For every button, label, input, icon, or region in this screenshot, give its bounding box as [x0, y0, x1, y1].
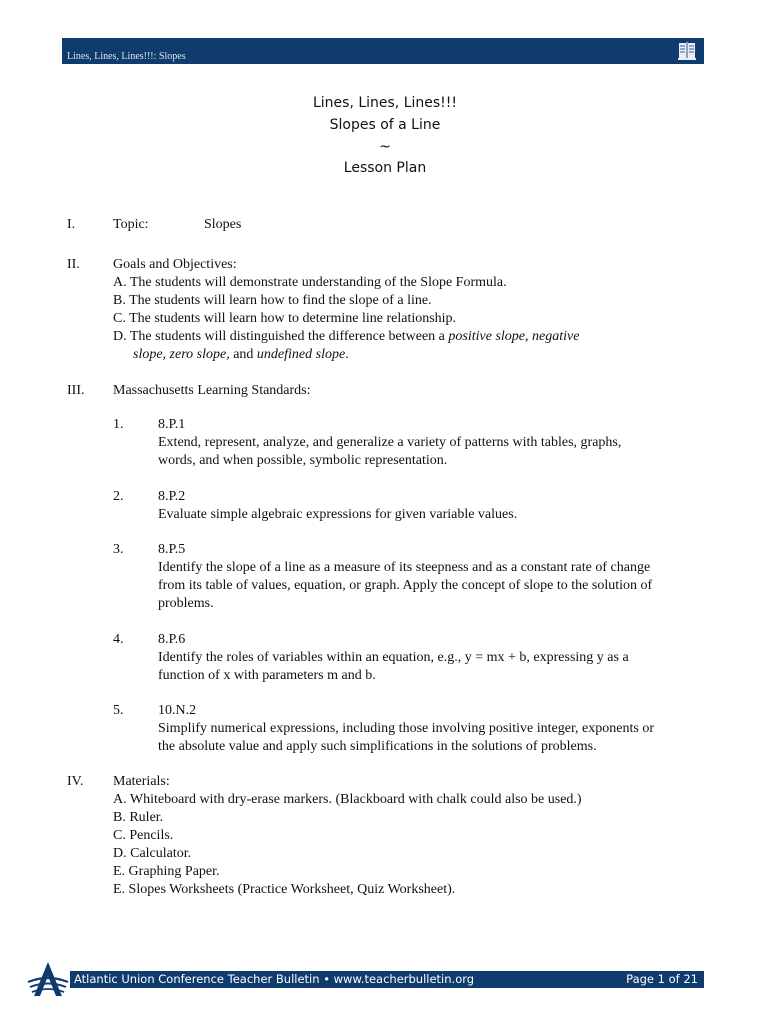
goal-d-slope-zero: slope, zero slope, [133, 347, 230, 362]
standard-code: 8.P.6 [158, 632, 186, 647]
standard-code: 8.P.2 [158, 489, 186, 504]
standard-text-line: Simplify numerical expressions, including those involving positive integer, exponents or [158, 721, 654, 736]
standard-number: 4. [113, 632, 124, 647]
materials-heading: Materials: [113, 774, 170, 789]
goal-d-positive-negative: positive slope, negative [448, 329, 580, 344]
page-number: Page 1 of 21 [626, 972, 698, 986]
section-numeral-4: IV. [67, 774, 84, 789]
goal-d-and: and [229, 347, 257, 362]
standards-heading: Massachusetts Learning Standards: [113, 383, 311, 398]
goal-d-period: . [345, 347, 349, 362]
section-numeral-2: II. [67, 257, 80, 272]
standard-code: 8.P.1 [158, 417, 186, 432]
material-item: D. Calculator. [113, 846, 192, 861]
topic-value: Slopes [204, 217, 242, 232]
standard-text-line: the absolute value and apply such simplifications in the solutions of problems. [158, 739, 597, 754]
title-line-1: Lines, Lines, Lines!!! [312, 95, 458, 111]
standard-number: 5. [113, 703, 124, 718]
goal-d-line-1 [113, 328, 579, 346]
goal-d-prefix: D. The students will distinguished the difference between a [113, 329, 449, 344]
standard-number: 1. [113, 417, 124, 432]
material-item: B. Ruler. [113, 810, 164, 825]
standard-number: 2. [113, 489, 124, 504]
standard-text-line: Identify the slope of a line as a measure of its steepness and as a constant rate of change [158, 560, 651, 575]
material-item: E. Slopes Worksheets (Practice Worksheet, Quiz Worksheet). [113, 882, 456, 897]
standard-text-line: Extend, represent, analyze, and generalize a variety of patterns with tables, graphs, [158, 435, 622, 450]
atlantic-union-logo-icon [26, 960, 70, 1000]
standard-code: 8.P.5 [158, 542, 186, 557]
running-title: Lines, Lines, Lines!!!: Slopes [67, 51, 186, 62]
material-item: E. Graphing Paper. [113, 864, 220, 879]
standard-text-line: Evaluate simple algebraic expressions for given variable values. [158, 507, 518, 522]
standard-code: 10.N.2 [158, 703, 197, 718]
goals-heading: Goals and Objectives: [113, 257, 237, 272]
material-item: C. Pencils. [113, 828, 174, 843]
footer-bar [70, 971, 704, 988]
title-line-2: Slopes of a Line [329, 117, 441, 133]
book-icon [676, 39, 698, 63]
standard-text-line: Identify the roles of variables within an equation, e.g., y = mx + b, expressing y as a [158, 650, 629, 665]
footer-publication: Atlantic Union Conference Teacher Bulletin • www.teacherbulletin.org [74, 972, 475, 986]
header-bar [62, 38, 704, 64]
goal-b: B. The students will learn how to find the slope of a line. [113, 293, 432, 308]
section-numeral-1: I. [67, 217, 76, 232]
material-item: A. Whiteboard with dry-erase markers. (Blackboard with chalk could also be used.) [113, 792, 582, 807]
standard-number: 3. [113, 542, 124, 557]
goal-c: C. The students will learn how to determine line relationship. [113, 311, 457, 326]
standard-text-line: words, and when possible, symbolic representation. [158, 453, 448, 468]
standard-text-line: problems. [158, 596, 214, 611]
goal-d-line-2 [133, 346, 349, 364]
goal-d-undefined: undefined slope [256, 347, 346, 362]
section-numeral-3: III. [67, 383, 85, 398]
standard-text-line: from its table of values, equation, or graph. Apply the concept of slope to the solution of [158, 578, 653, 593]
title-line-3: ~ [379, 139, 391, 155]
title-line-4: Lesson Plan [343, 160, 427, 176]
goal-a: A. The students will demonstrate understanding of the Slope Formula. [113, 275, 507, 290]
standard-text-line: function of x with parameters m and b. [158, 668, 376, 683]
topic-label: Topic: [113, 217, 149, 232]
